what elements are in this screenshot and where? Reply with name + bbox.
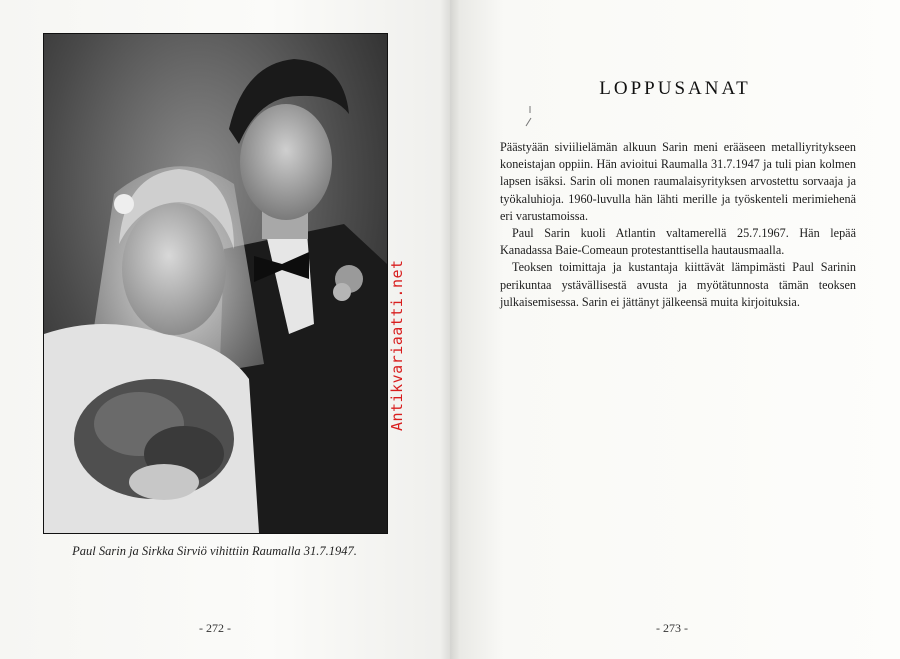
watermark-text: Antikvariaatti.net — [388, 259, 406, 431]
paragraph-3: Teoksen toimittaja ja kustantaja kiittävät lämpimästi Paul Sarinin perikuntaa ystävällisestä avusta ja myötätunnosta tämän teoksen julkaisemisessa. Sarin ei jättänyt jälkeensä muita kirjoituksia. — [500, 260, 856, 309]
photo-caption: Paul Sarin ja Sirkka Sirviö vihittiin Raumalla 31.7.1947. — [72, 544, 357, 558]
wedding-photo-illustration — [44, 34, 387, 533]
page-number-right: - 273 - — [656, 621, 688, 635]
wedding-photo — [43, 33, 388, 534]
chapter-body — [500, 139, 856, 311]
page-number-left: - 272 - — [199, 621, 231, 635]
paragraph-2: Paul Sarin kuoli Atlantin valtamerellä 25.7.1967. Hän lepää Kanadassa Baie-Comeaun protestanttisella hautausmaalla. — [500, 226, 856, 258]
paragraph-1: Päästyään siviilielämän alkuun Sarin meni erääseen metalliyritykseen koneistajan oppiin. Hän avioitui Raumalla 31.7.1947 ja tuli pian kolmen lapsen isäksi. Sarin oli monen raumalaisyrityksen arvostettu sorvaaja ja työkaluhioja. 1960-luvulla hän lähti merille ja työskenteli merimiehenä eri varustamoissa. — [500, 140, 856, 223]
pencil-mark-icon — [520, 104, 540, 128]
book-gutter — [440, 0, 460, 659]
chapter-title: LOPPUSANAT — [599, 78, 751, 99]
